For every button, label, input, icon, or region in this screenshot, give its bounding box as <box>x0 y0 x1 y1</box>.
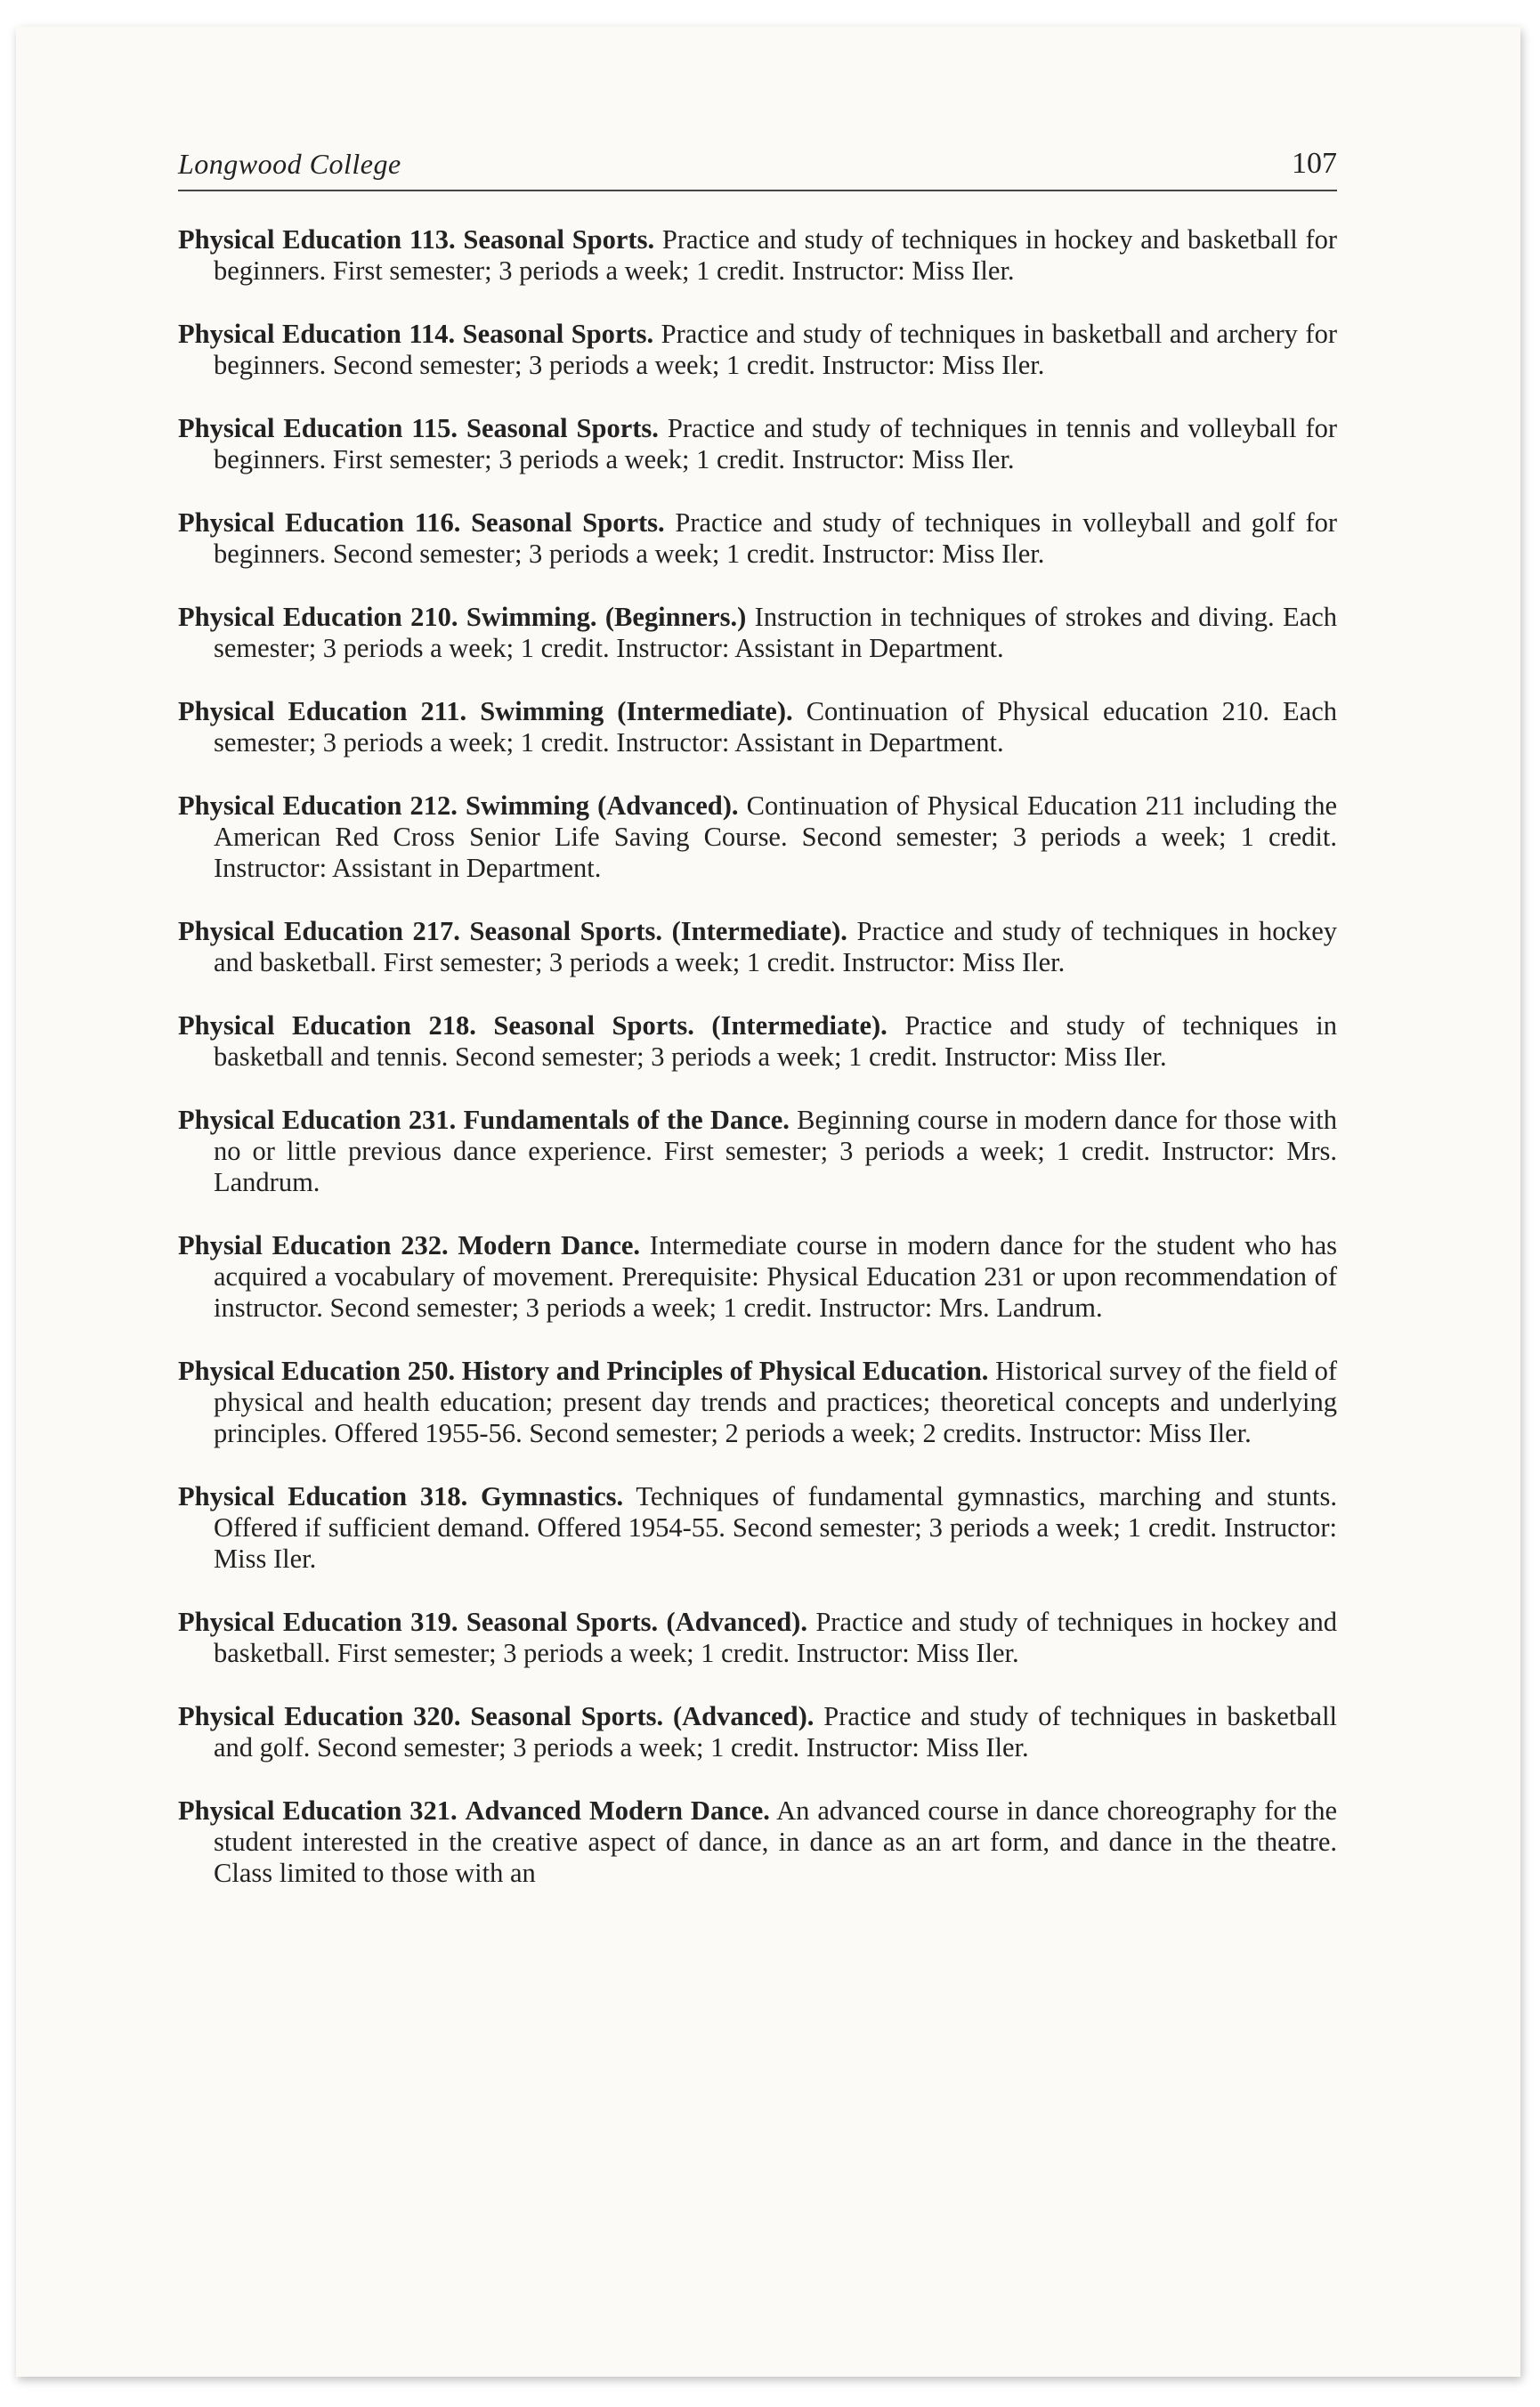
course-title: Fundamentals of the Dance. <box>463 1105 790 1135</box>
course-title: Seasonal Sports. (Advanced). <box>470 1701 815 1731</box>
course-title: Seasonal Sports. <box>471 507 665 538</box>
course-description: Practice and study of techniques in volleyball and golf for beginners. Second semester; 3 periods a week; 1 credit. Instructor: Miss Iler. <box>214 507 1338 569</box>
course-title: Seasonal Sports. (Intermediate). <box>493 1010 888 1041</box>
course-number: Physical Education 212. <box>178 790 458 821</box>
course-number: Physical Education 211. <box>178 696 467 726</box>
course-number: Physical Education 250. <box>178 1356 456 1386</box>
course-title: Seasonal Sports. <box>466 413 659 443</box>
course-description: Practice and study of techniques in basketball and tennis. Second semester; 3 periods a week; 1 credit. Instructor: Miss Iler. <box>214 1010 1338 1072</box>
course-number: Physical Education 115. <box>178 413 458 443</box>
course-description: Techniques of fundamental gymnastics, marching and stunts. Offered if sufficient demand. Offered 1954-55. Second semester; 3 periods a week; 1 credit. Instructor: Miss Iler. <box>214 1481 1337 1574</box>
course-title: Seasonal Sports. <box>462 319 654 349</box>
course-number: Physical Education 218. <box>178 1010 476 1041</box>
course-entry <box>178 696 1337 758</box>
course-number: Physical Education 217. <box>178 916 460 946</box>
course-title: Swimming. (Beginners.) <box>466 602 747 632</box>
course-number: Physical Education 231. <box>178 1105 457 1135</box>
course-description: Practice and study of techniques in hockey and basketball. First semester; 3 periods a week; 1 credit. Instructor: Miss Iler. <box>214 916 1338 977</box>
course-entry <box>178 224 1337 287</box>
course-entry <box>178 1105 1337 1198</box>
course-entry <box>178 1795 1337 1889</box>
course-description: Continuation of Physical Education 211 including the American Red Cross Senior Life Saving Course. Second semester; 3 periods a week; 1 credit. Instructor: Assistant in Department. <box>214 790 1338 883</box>
running-title: Longwood College <box>178 148 401 180</box>
course-description: Practice and study of techniques in hockey and basketball for beginners. First semester; 3 periods a week; 1 credit. Instructor: Miss Iler. <box>214 224 1338 286</box>
course-description: Practice and study of techniques in tennis and volleyball for beginners. First semester; 3 periods a week; 1 credit. Instructor: Miss Iler. <box>214 413 1338 474</box>
course-number: Physical Education 320. <box>178 1701 461 1731</box>
page-header <box>178 138 1337 191</box>
course-description: Instruction in techniques of strokes and diving. Each semester; 3 periods a week; 1 credit. Instructor: Assistant in Department. <box>214 602 1338 663</box>
course-title: Swimming (Intermediate). <box>480 696 793 726</box>
course-entry <box>178 1230 1337 1324</box>
course-number: Physical Education 113. <box>178 224 456 255</box>
course-title: Gymnastics. <box>480 1481 624 1511</box>
course-title: Advanced Modern Dance. <box>465 1795 770 1826</box>
course-title: Seasonal Sports. (Intermediate). <box>469 916 847 946</box>
course-number: Physial Education 232. <box>178 1230 449 1260</box>
course-title: History and Principles of Physical Education. <box>461 1356 989 1386</box>
course-entry <box>178 1356 1337 1449</box>
course-title: Seasonal Sports. (Advanced). <box>466 1607 807 1637</box>
course-number: Physical Education 116. <box>178 507 461 538</box>
course-description: Historical survey of the field of physical and health education; present day trends and practices; theoretical concepts and underlying principles. Offered 1955-56. Second semester; 2 periods a week; 2 credits. Instructor: Miss Iler. <box>214 1356 1338 1448</box>
course-description: Beginning course in modern dance for those with no or little previous dance experience. First semester; 3 periods a week; 1 credit. Instructor: Mrs. Landrum. <box>214 1105 1338 1197</box>
page-number: 107 <box>1292 147 1337 180</box>
course-description: Practice and study of techniques in basketball and archery for beginners. Second semester; 3 periods a week; 1 credit. Instructor: Miss Iler. <box>214 319 1337 380</box>
course-title: Swimming (Advanced). <box>466 790 739 821</box>
course-title: Seasonal Sports. <box>463 224 655 255</box>
course-entry <box>178 1607 1337 1669</box>
course-description: Practice and study of techniques in hockey and basketball. First semester; 3 periods a week; 1 credit. Instructor: Miss Iler. <box>214 1607 1337 1668</box>
course-number: Physical Education 318. <box>178 1481 468 1511</box>
course-entry <box>178 1701 1337 1763</box>
course-entry <box>178 790 1337 884</box>
course-entry <box>178 916 1337 978</box>
course-description: An advanced course in dance choreography for the student interested in the creative aspect of dance, in dance as an art form, and dance in the theatre. Class limited to those with an <box>214 1795 1337 1888</box>
course-number: Physical Education 319. <box>178 1607 458 1637</box>
course-entry <box>178 1010 1337 1073</box>
course-entry <box>178 319 1337 381</box>
course-entry <box>178 602 1337 664</box>
course-entry <box>178 413 1337 475</box>
course-title: Modern Dance. <box>458 1230 641 1260</box>
course-number: Physical Education 114. <box>178 319 456 349</box>
course-description: Intermediate course in modern dance for the student who has acquired a vocabulary of movement. Prerequisite: Physical Education 231 or upon recommendation of instructor. Second semester; 3 periods a week; 1 credit. Instructor: Mrs. Landrum. <box>214 1230 1338 1323</box>
course-description: Practice and study of techniques in basketball and golf. Second semester; 3 periods a week; 1 credit. Instructor: Miss Iler. <box>214 1701 1338 1763</box>
course-number: Physical Education 210. <box>178 602 458 632</box>
course-entry <box>178 507 1337 570</box>
course-entry <box>178 1481 1337 1575</box>
course-description: Continuation of Physical education 210. Each semester; 3 periods a week; 1 credit. Instructor: Assistant in Department. <box>214 696 1338 758</box>
course-list <box>178 224 1337 1921</box>
course-number: Physical Education 321. <box>178 1795 458 1826</box>
